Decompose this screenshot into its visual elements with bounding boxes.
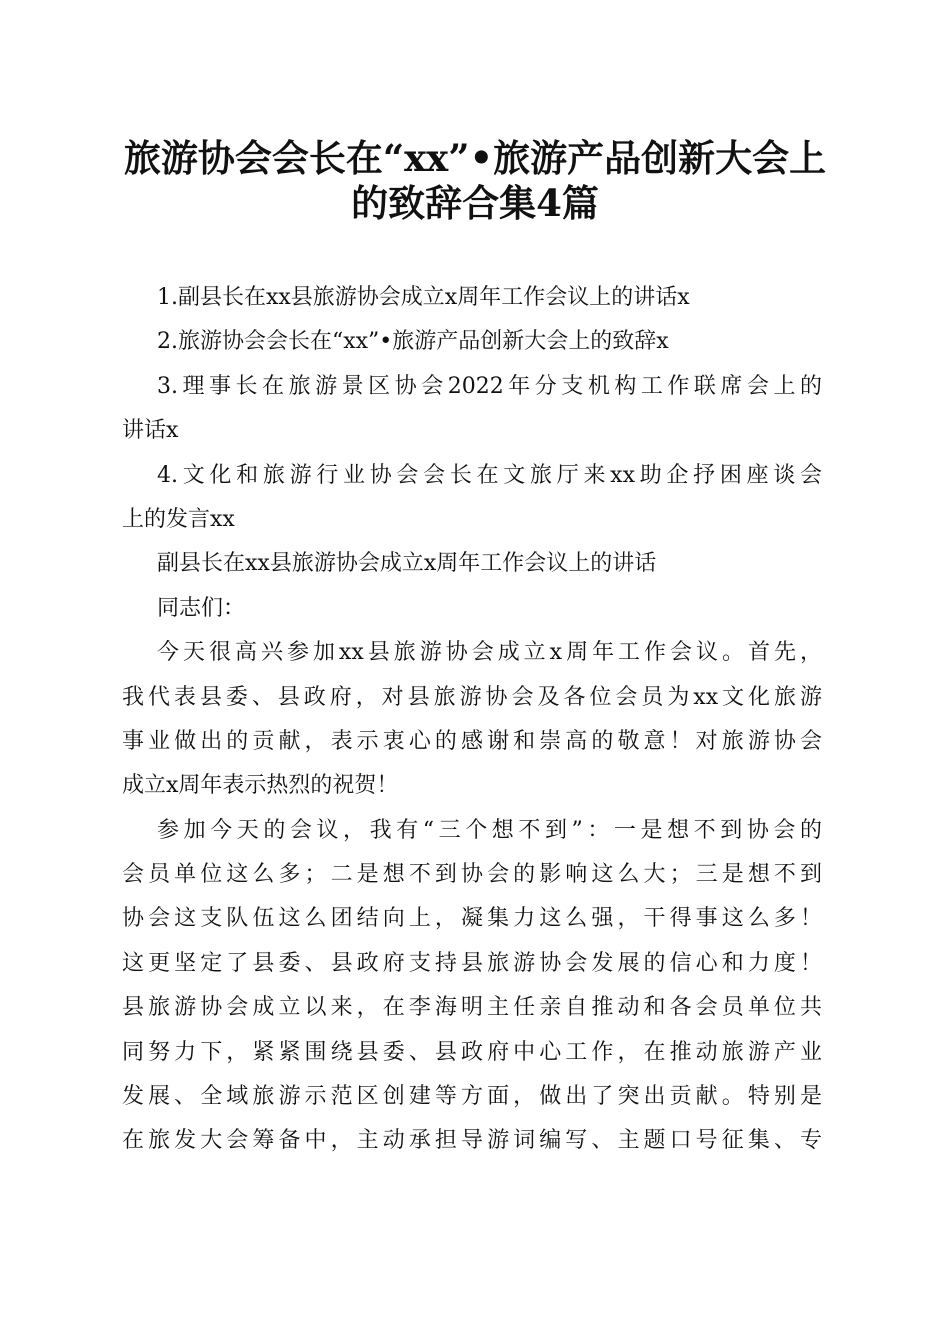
- document-title: [110, 136, 840, 226]
- paragraph-line: 成立x周年表示热烈的祝贺！: [122, 773, 399, 799]
- section-heading: 副县长在xx县旅游协会成立x周年工作会议上的讲话: [157, 551, 657, 577]
- toc-item-3: 3.理事长在旅游景区协会2022年分支机构工作联席会上的: [157, 373, 822, 399]
- paragraph-line: 发展、全域旅游示范区创建等方面，做出了突出贡献。特别是: [122, 1084, 822, 1110]
- paragraph-line: 协会这支队伍这么团结向上，凝集力这么强，干得事这么多！: [122, 906, 822, 932]
- toc-item-3-cont: 讲话x: [122, 418, 179, 444]
- toc-item-1: 1.副县长在xx县旅游协会成立x周年工作会议上的讲话x: [157, 285, 690, 310]
- salutation: 同志们：: [157, 595, 246, 621]
- paragraph-line: 在旅发大会筹备中，主动承担导游词编写、主题口号征集、专: [122, 1128, 822, 1154]
- paragraph-line: 参加今天的会议，我有“三个想不到”：一是想不到协会的: [157, 817, 822, 843]
- paragraph-line: 我代表县委、县政府，对县旅游协会及各位会员为xx文化旅游: [122, 684, 822, 710]
- toc-item-2: 2.旅游协会会长在“xx”•旅游产品创新大会上的致辞x: [157, 329, 669, 355]
- title-line: 的致辞合集4篇: [351, 181, 599, 225]
- paragraph-line: 今天很高兴参加xx县旅游协会成立x周年工作会议。首先，: [157, 640, 822, 666]
- paragraph-line: 这更坚定了县委、县政府支持县旅游协会发展的信心和力度！: [122, 950, 822, 976]
- paragraph-line: 同努力下，紧紧围绕县委、县政府中心工作，在推动旅游产业: [122, 1039, 822, 1065]
- paragraph-line: 县旅游协会成立以来，在李海明主任亲自推动和各会员单位共: [122, 995, 822, 1021]
- paragraph-line: 事业做出的贡献，表示衷心的感谢和崇高的敬意！对旅游协会: [122, 728, 822, 754]
- toc-item-4-cont: 上的发言xx: [122, 506, 235, 532]
- document-body: [122, 276, 822, 1164]
- paragraph-line: 会员单位这么多；二是想不到协会的影响这么大；三是想不到: [122, 862, 822, 888]
- title-line: 旅游协会会长在“xx”•旅游产品创新大会上: [123, 136, 827, 180]
- toc-item-4: 4.文化和旅游行业协会会长在文旅厅来xx助企抒困座谈会: [157, 462, 822, 488]
